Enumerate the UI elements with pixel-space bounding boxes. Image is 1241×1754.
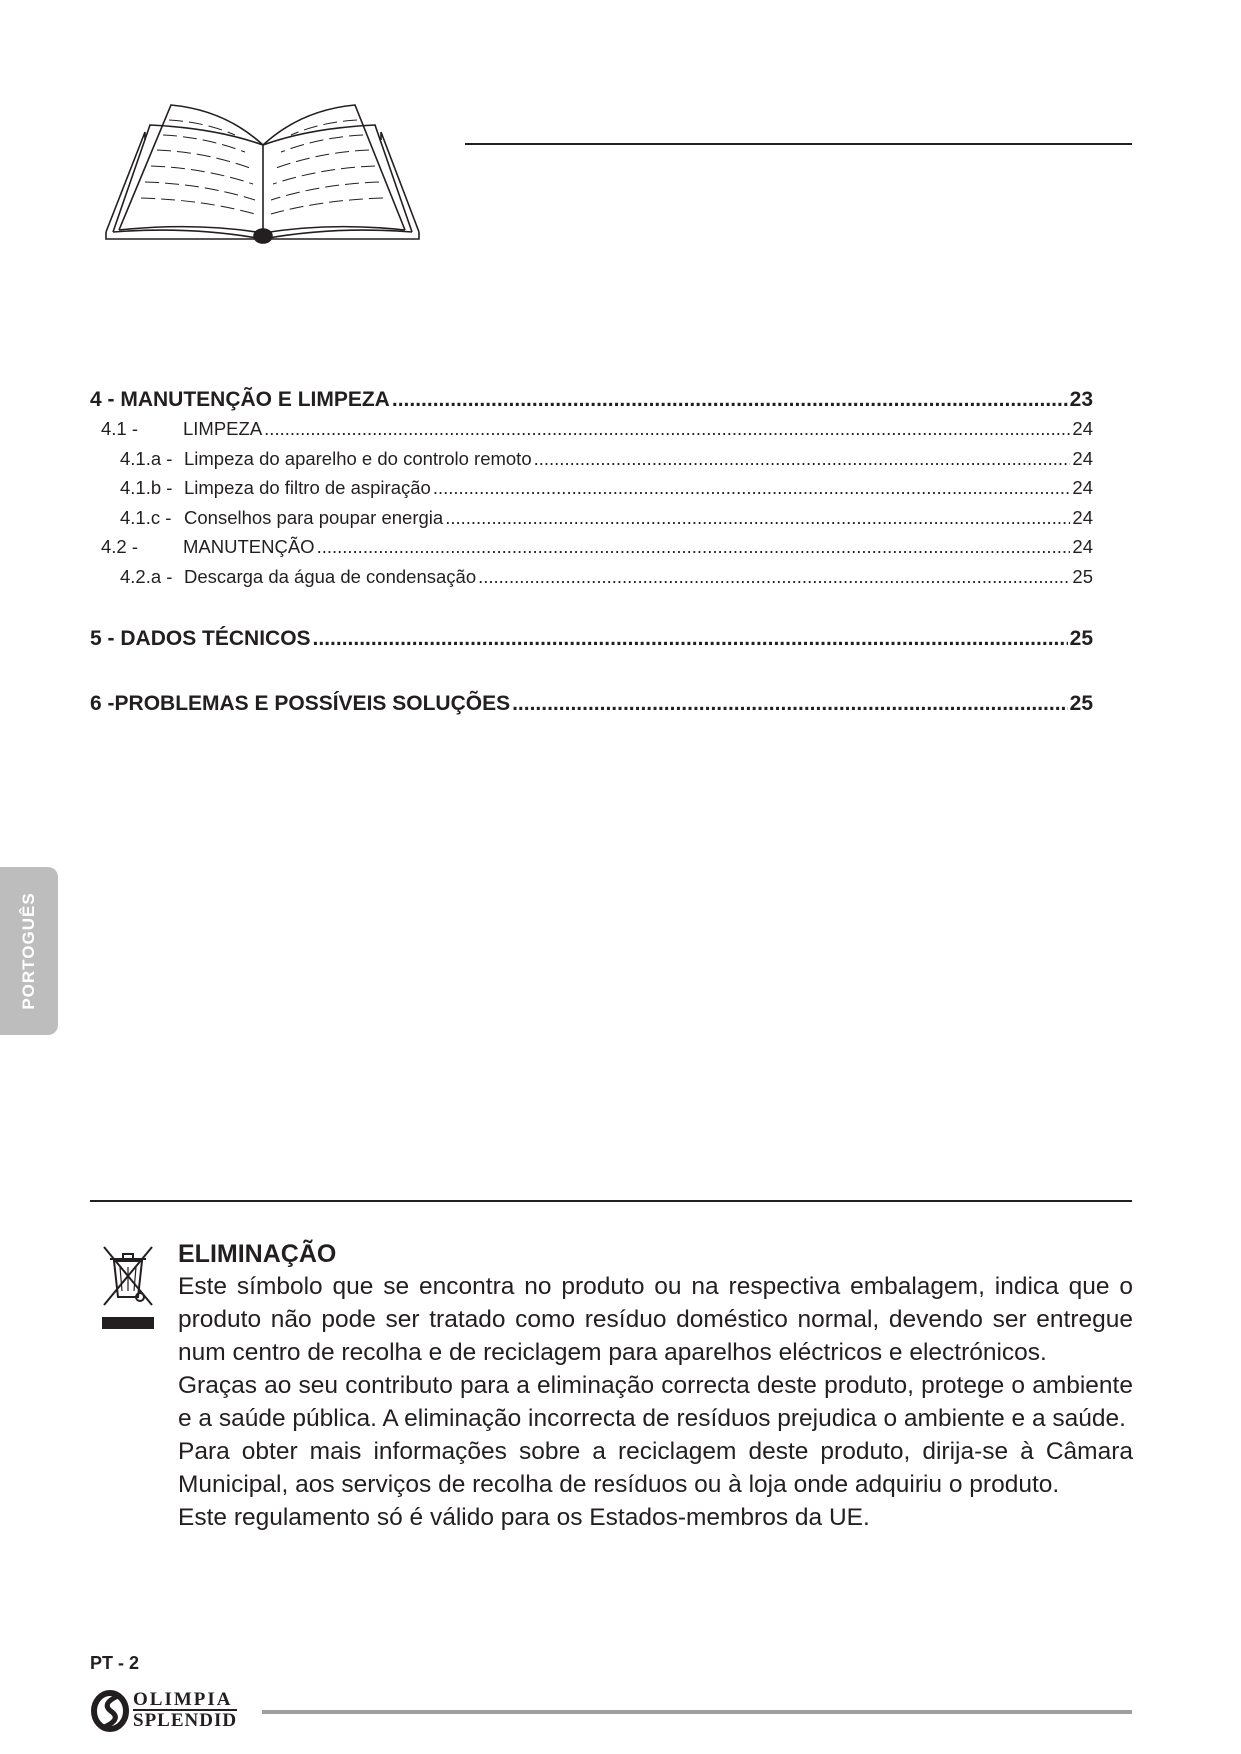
- toc-entry-number: 4.2 -: [101, 536, 139, 557]
- section-rule: [90, 1200, 1132, 1202]
- toc-entry[interactable]: [90, 418, 1093, 448]
- toc-leader: [317, 536, 1071, 558]
- crossed-bin-icon: [100, 1245, 158, 1333]
- toc-leader: [392, 388, 1068, 412]
- toc-entry-number: 4.2.a -: [120, 565, 173, 587]
- table-of-contents: [90, 388, 1093, 722]
- toc-entry-number: 4 -: [90, 388, 115, 411]
- toc-leader: [478, 566, 1070, 588]
- toc-entry-page: 24: [1072, 418, 1093, 439]
- toc-entry-page: 24: [1072, 506, 1093, 528]
- disposal-paragraph: Graças ao seu contributo para a eliminação correcta deste produto, protege o ambiente e a saúde pública. A eliminação incorrecta de resíduos prejudica o ambiente e a saúde.: [178, 1372, 1133, 1432]
- toc-entry[interactable]: [90, 507, 1093, 537]
- toc-entry-number: 6 -: [90, 692, 115, 715]
- logo-line-1: OLIMPIA: [133, 1690, 237, 1711]
- toc-leader: [512, 692, 1068, 716]
- toc-entry[interactable]: [90, 536, 1093, 566]
- logo-line-2: SPLENDID: [133, 1710, 238, 1731]
- toc-entry[interactable]: [90, 627, 1093, 657]
- toc-entry-title: PROBLEMAS E POSSÍVEIS SOLUÇÕES: [114, 692, 511, 715]
- toc-entry-title: MANUTENÇÃO: [183, 536, 315, 557]
- language-tab: [0, 867, 58, 1035]
- toc-leader: [445, 507, 1070, 529]
- toc-entry-title: Conselhos para poupar energia: [184, 506, 444, 528]
- toc-entry-page: 24: [1072, 447, 1093, 469]
- toc-entry-number: 4.1 -: [101, 418, 139, 439]
- toc-entry-title: Limpeza do aparelho e do controlo remoto: [184, 447, 532, 469]
- disposal-paragraph: Para obter mais informações sobre a reciclagem deste produto, dirija-se à Câmara Municipal, aos serviços de recolha de resíduos ou à loja onde adquiriu o produto.: [178, 1438, 1133, 1498]
- language-tab-label: PORTOGUÊS: [19, 892, 38, 1010]
- toc-entry-number: 4.1.c -: [120, 506, 172, 528]
- disposal-notice: [178, 1238, 1133, 1534]
- toc-entry-page: 25: [1069, 627, 1093, 650]
- disposal-paragraph: Este regulamento só é válido para os Estados-membros da UE.: [178, 1504, 870, 1531]
- olimpia-logo-icon: [90, 1690, 130, 1732]
- toc-entry[interactable]: [90, 692, 1093, 722]
- toc-entry-page: 25: [1072, 565, 1093, 587]
- toc-entry-title: Limpeza do filtro de aspiração: [184, 477, 431, 498]
- toc-entry-title: Descarga da água de condensação: [184, 565, 477, 587]
- toc-entry-title: LIMPEZA: [183, 418, 263, 439]
- toc-leader: [534, 448, 1071, 470]
- disposal-title: ELIMINAÇÃO: [178, 1240, 337, 1268]
- footer-rule: [262, 1710, 1132, 1714]
- brand-logo: [90, 1690, 260, 1732]
- toc-entry-page: 24: [1072, 536, 1093, 557]
- toc-entry[interactable]: [90, 448, 1093, 478]
- toc-leader: [433, 477, 1071, 499]
- toc-entry-page: 25: [1069, 692, 1093, 715]
- toc-entry[interactable]: [90, 566, 1093, 596]
- toc-entry[interactable]: [90, 388, 1093, 418]
- toc-leader: [313, 627, 1068, 651]
- toc-entry-number: 5 -: [90, 627, 115, 650]
- disposal-paragraph: Este símbolo que se encontra no produto ou na respectiva embalagem, indica que o produto não pode ser tratado como resíduo doméstico normal, devendo ser entregue num centro de recolha e de reciclagem para aparelhos eléctricos e electrónicos.: [178, 1273, 1133, 1366]
- toc-entry-title: DADOS TÉCNICOS: [120, 627, 311, 650]
- toc-entry-page: 23: [1069, 388, 1093, 411]
- toc-entry-number: 4.1.b -: [120, 477, 173, 498]
- toc-entry[interactable]: [90, 477, 1093, 507]
- open-book-icon: [105, 100, 420, 250]
- toc-leader: [264, 418, 1070, 440]
- page-number: PT - 2: [90, 1653, 140, 1673]
- toc-entry-title: MANUTENÇÃO E LIMPEZA: [120, 388, 390, 411]
- toc-entry-page: 24: [1072, 477, 1093, 498]
- toc-entry-number: 4.1.a -: [120, 447, 173, 469]
- header-rule: [465, 143, 1132, 145]
